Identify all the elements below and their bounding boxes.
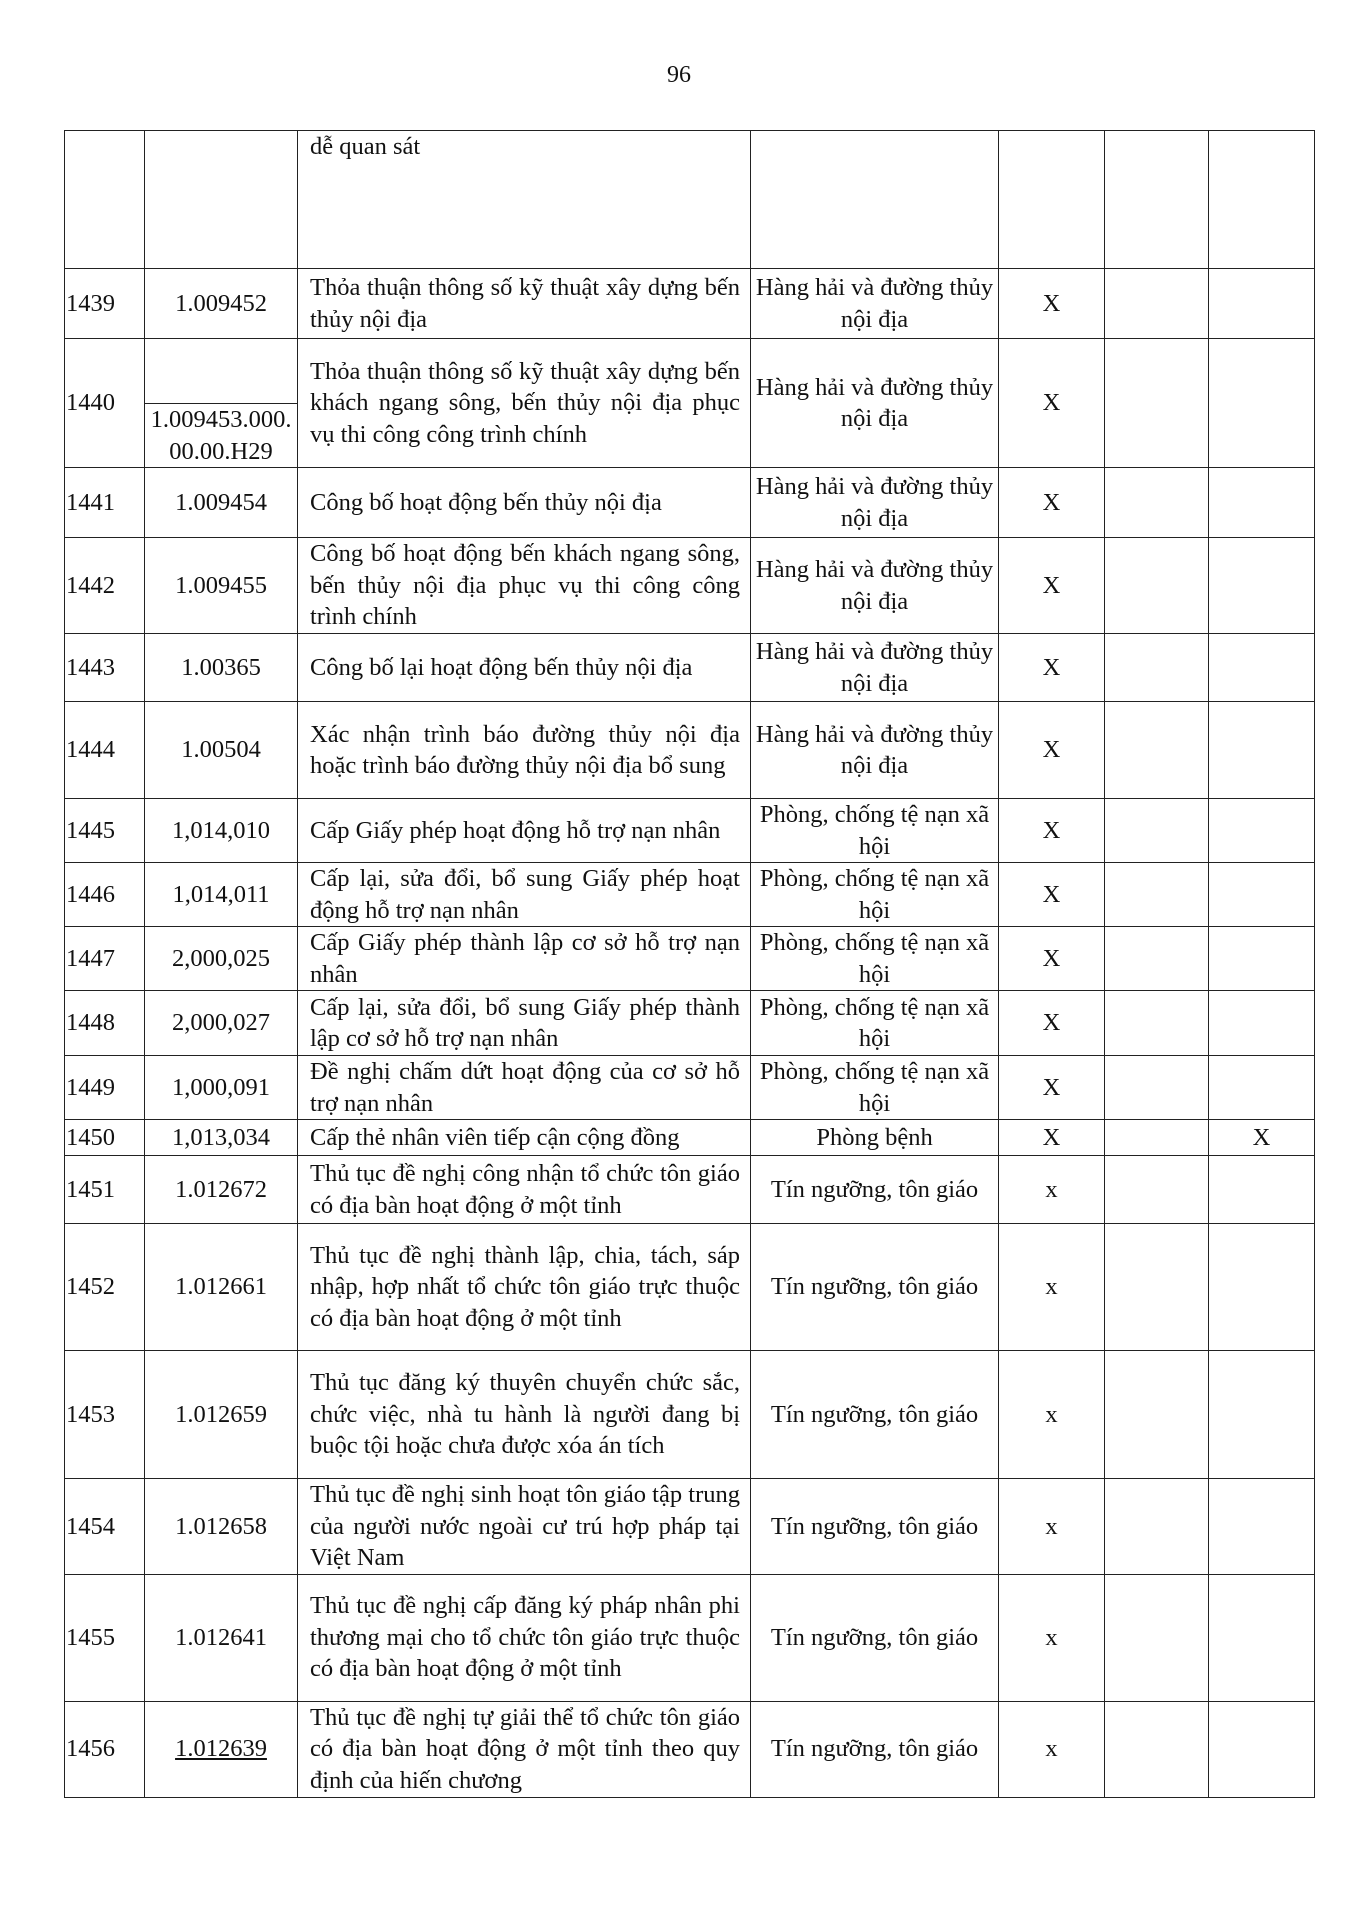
- level-mark: [1209, 634, 1315, 702]
- table-row: [65, 991, 1315, 1056]
- level-mark: [1209, 339, 1315, 468]
- procedure-name: Cấp thẻ nhân viên tiếp cận cộng đồng: [298, 1120, 751, 1156]
- level-mark: X: [999, 269, 1105, 339]
- level-mark: [1105, 1156, 1209, 1224]
- row-number: 1447: [65, 927, 145, 991]
- row-number: 1450: [65, 1120, 145, 1156]
- page-number: 96: [667, 62, 691, 88]
- row-number: 1439: [65, 269, 145, 339]
- field-name: Tín ngưỡng, tôn giáo: [751, 1156, 999, 1224]
- procedure-code: 2,000,027: [145, 991, 298, 1056]
- table-row: [65, 863, 1315, 927]
- level-mark: x: [999, 1351, 1105, 1479]
- level-mark: X: [999, 991, 1105, 1056]
- field-name: Hàng hải và đường thủy nội địa: [751, 634, 999, 702]
- field-name: [751, 131, 999, 269]
- field-name: Tín ngưỡng, tôn giáo: [751, 1701, 999, 1797]
- level-mark: [1209, 1351, 1315, 1479]
- level-mark: [1105, 702, 1209, 799]
- table-row: [65, 1120, 1315, 1156]
- procedure-name: Thỏa thuận thông số kỹ thuật xây dựng bến khách ngang sông, bến thủy nội địa phục vụ thi công công trình chính: [298, 339, 751, 468]
- table-row: [65, 1156, 1315, 1224]
- procedure-code: 1,013,034: [145, 1120, 298, 1156]
- level-mark: [1209, 1056, 1315, 1120]
- procedure-code: 1.009453.000.00.00.H29: [145, 339, 298, 468]
- level-mark: [1105, 269, 1209, 339]
- table-row: [65, 269, 1315, 339]
- field-name: Tín ngưỡng, tôn giáo: [751, 1574, 999, 1701]
- level-mark: [1209, 538, 1315, 634]
- field-name: Phòng, chống tệ nạn xã hội: [751, 991, 999, 1056]
- level-mark: [1105, 863, 1209, 927]
- field-name: Phòng, chống tệ nạn xã hội: [751, 863, 999, 927]
- level-mark: [1209, 1701, 1315, 1797]
- field-name: Phòng bệnh: [751, 1120, 999, 1156]
- table-row: [65, 131, 1315, 269]
- level-mark: X: [999, 1120, 1105, 1156]
- level-mark: [1105, 1224, 1209, 1351]
- level-mark: [1209, 1156, 1315, 1224]
- level-mark: [1209, 702, 1315, 799]
- level-mark: x: [999, 1224, 1105, 1351]
- procedure-name: Thủ tục đề nghị thành lập, chia, tách, sáp nhập, hợp nhất tổ chức tôn giáo trực thuộc có địa bàn hoạt động ở một tỉnh: [298, 1224, 751, 1351]
- level-mark: [1105, 799, 1209, 863]
- level-mark: X: [999, 339, 1105, 468]
- field-name: Hàng hải và đường thủy nội địa: [751, 538, 999, 634]
- level-mark: x: [999, 1574, 1105, 1701]
- level-mark: [1209, 1224, 1315, 1351]
- procedure-name: Thủ tục đề nghị công nhận tổ chức tôn giáo có địa bàn hoạt động ở một tỉnh: [298, 1156, 751, 1224]
- field-name: Hàng hải và đường thủy nội địa: [751, 269, 999, 339]
- row-number: 1449: [65, 1056, 145, 1120]
- procedure-name: Cấp lại, sửa đổi, bổ sung Giấy phép thành lập cơ sở hỗ trợ nạn nhân: [298, 991, 751, 1056]
- procedure-code: 1.009455: [145, 538, 298, 634]
- row-number: 1451: [65, 1156, 145, 1224]
- level-mark: [1209, 991, 1315, 1056]
- row-number: 1442: [65, 538, 145, 634]
- procedure-code: 1.012641: [145, 1574, 298, 1701]
- level-mark: [1105, 339, 1209, 468]
- level-mark: [1209, 269, 1315, 339]
- procedure-code: 1.012672: [145, 1156, 298, 1224]
- procedure-code: 1.012639: [145, 1701, 298, 1797]
- level-mark: [1105, 1056, 1209, 1120]
- procedure-name: Thủ tục đề nghị tự giải thể tổ chức tôn giáo có địa bàn hoạt động ở một tỉnh theo quy định của hiến chương: [298, 1701, 751, 1797]
- procedure-name: Công bố hoạt động bến thủy nội địa: [298, 468, 751, 538]
- table-row: [65, 1351, 1315, 1479]
- level-mark: X: [999, 634, 1105, 702]
- level-mark: X: [999, 538, 1105, 634]
- row-number: 1456: [65, 1701, 145, 1797]
- field-name: Tín ngưỡng, tôn giáo: [751, 1351, 999, 1479]
- level-mark: [1209, 131, 1315, 269]
- procedure-code: 1.009452: [145, 269, 298, 339]
- procedure-name: Thỏa thuận thông số kỹ thuật xây dựng bến thủy nội địa: [298, 269, 751, 339]
- level-mark: X: [999, 863, 1105, 927]
- row-number: 1452: [65, 1224, 145, 1351]
- row-number: [65, 131, 145, 269]
- field-name: Tín ngưỡng, tôn giáo: [751, 1224, 999, 1351]
- row-number: 1441: [65, 468, 145, 538]
- procedure-name: Đề nghị chấm dứt hoạt động của cơ sở hỗ trợ nạn nhân: [298, 1056, 751, 1120]
- row-number: 1443: [65, 634, 145, 702]
- row-number: 1454: [65, 1479, 145, 1575]
- procedure-code: 1.012659: [145, 1351, 298, 1479]
- table-row: [65, 1701, 1315, 1797]
- row-number: 1448: [65, 991, 145, 1056]
- procedure-name: Thủ tục đăng ký thuyên chuyển chức sắc, chức việc, nhà tu hành là người đang bị buộc tội hoặc chưa được xóa án tích: [298, 1351, 751, 1479]
- level-mark: [1209, 799, 1315, 863]
- level-mark: X: [999, 1056, 1105, 1120]
- procedure-name: Cấp Giấy phép thành lập cơ sở hỗ trợ nạn nhân: [298, 927, 751, 991]
- level-mark: [1105, 991, 1209, 1056]
- procedure-code: 1,014,010: [145, 799, 298, 863]
- table-row: [65, 927, 1315, 991]
- row-number: 1444: [65, 702, 145, 799]
- level-mark: X: [1209, 1120, 1315, 1156]
- procedure-name: Xác nhận trình báo đường thủy nội địa hoặc trình báo đường thủy nội địa bổ sung: [298, 702, 751, 799]
- table-row: [65, 1056, 1315, 1120]
- row-number: 1440: [65, 339, 145, 468]
- table-row: [65, 1479, 1315, 1575]
- table-row: [65, 702, 1315, 799]
- procedure-code: 1.012658: [145, 1479, 298, 1575]
- field-name: Hàng hải và đường thủy nội địa: [751, 702, 999, 799]
- level-mark: X: [999, 927, 1105, 991]
- field-name: Phòng, chống tệ nạn xã hội: [751, 927, 999, 991]
- row-number: 1445: [65, 799, 145, 863]
- row-number: 1446: [65, 863, 145, 927]
- level-mark: [1105, 1574, 1209, 1701]
- level-mark: [1105, 634, 1209, 702]
- level-mark: X: [999, 468, 1105, 538]
- table-row: [65, 1224, 1315, 1351]
- level-mark: [1105, 1479, 1209, 1575]
- procedure-code: 2,000,025: [145, 927, 298, 991]
- procedure-code: 1.012661: [145, 1224, 298, 1351]
- level-mark: [1209, 1574, 1315, 1701]
- level-mark: [1209, 863, 1315, 927]
- table-row: [65, 538, 1315, 634]
- procedure-code: 1.00504: [145, 702, 298, 799]
- level-mark: [1209, 927, 1315, 991]
- level-mark: [999, 131, 1105, 269]
- procedure-code: 1,014,011: [145, 863, 298, 927]
- procedure-code: [145, 131, 298, 269]
- field-name: Hàng hải và đường thủy nội địa: [751, 339, 999, 468]
- level-mark: [1105, 538, 1209, 634]
- row-number: 1455: [65, 1574, 145, 1701]
- table-row: [65, 1574, 1315, 1701]
- procedure-code: 1.009454: [145, 468, 298, 538]
- procedure-name: dễ quan sát: [298, 131, 751, 269]
- level-mark: [1105, 1351, 1209, 1479]
- procedure-code: 1.00365: [145, 634, 298, 702]
- field-name: Phòng, chống tệ nạn xã hội: [751, 799, 999, 863]
- level-mark: x: [999, 1701, 1105, 1797]
- level-mark: X: [999, 702, 1105, 799]
- row-number: 1453: [65, 1351, 145, 1479]
- level-mark: [1105, 1701, 1209, 1797]
- procedures-table: [64, 130, 1315, 1798]
- level-mark: [1105, 131, 1209, 269]
- procedure-name: Thủ tục đề nghị cấp đăng ký pháp nhân phi thương mại cho tổ chức tôn giáo trực thuộc có địa bàn hoạt động ở một tỉnh: [298, 1574, 751, 1701]
- field-name: Hàng hải và đường thủy nội địa: [751, 468, 999, 538]
- table-row: [65, 468, 1315, 538]
- procedure-name: Công bố lại hoạt động bến thủy nội địa: [298, 634, 751, 702]
- level-mark: X: [999, 799, 1105, 863]
- level-mark: [1105, 468, 1209, 538]
- procedure-code: 1,000,091: [145, 1056, 298, 1120]
- level-mark: [1209, 468, 1315, 538]
- field-name: Phòng, chống tệ nạn xã hội: [751, 1056, 999, 1120]
- table-row: [65, 634, 1315, 702]
- level-mark: [1209, 1479, 1315, 1575]
- level-mark: [1105, 1120, 1209, 1156]
- procedure-name: Thủ tục đề nghị sinh hoạt tôn giáo tập trung của người nước ngoài cư trú hợp pháp tại Việt Nam: [298, 1479, 751, 1575]
- procedure-name: Cấp Giấy phép hoạt động hỗ trợ nạn nhân: [298, 799, 751, 863]
- level-mark: [1105, 927, 1209, 991]
- level-mark: x: [999, 1156, 1105, 1224]
- procedure-name: Công bố hoạt động bến khách ngang sông, bến thủy nội địa phục vụ thi công công trình chính: [298, 538, 751, 634]
- field-name: Tín ngưỡng, tôn giáo: [751, 1479, 999, 1575]
- table-row: [65, 799, 1315, 863]
- procedure-name: Cấp lại, sửa đổi, bổ sung Giấy phép hoạt động hỗ trợ nạn nhân: [298, 863, 751, 927]
- table-row: [65, 339, 1315, 468]
- level-mark: x: [999, 1479, 1105, 1575]
